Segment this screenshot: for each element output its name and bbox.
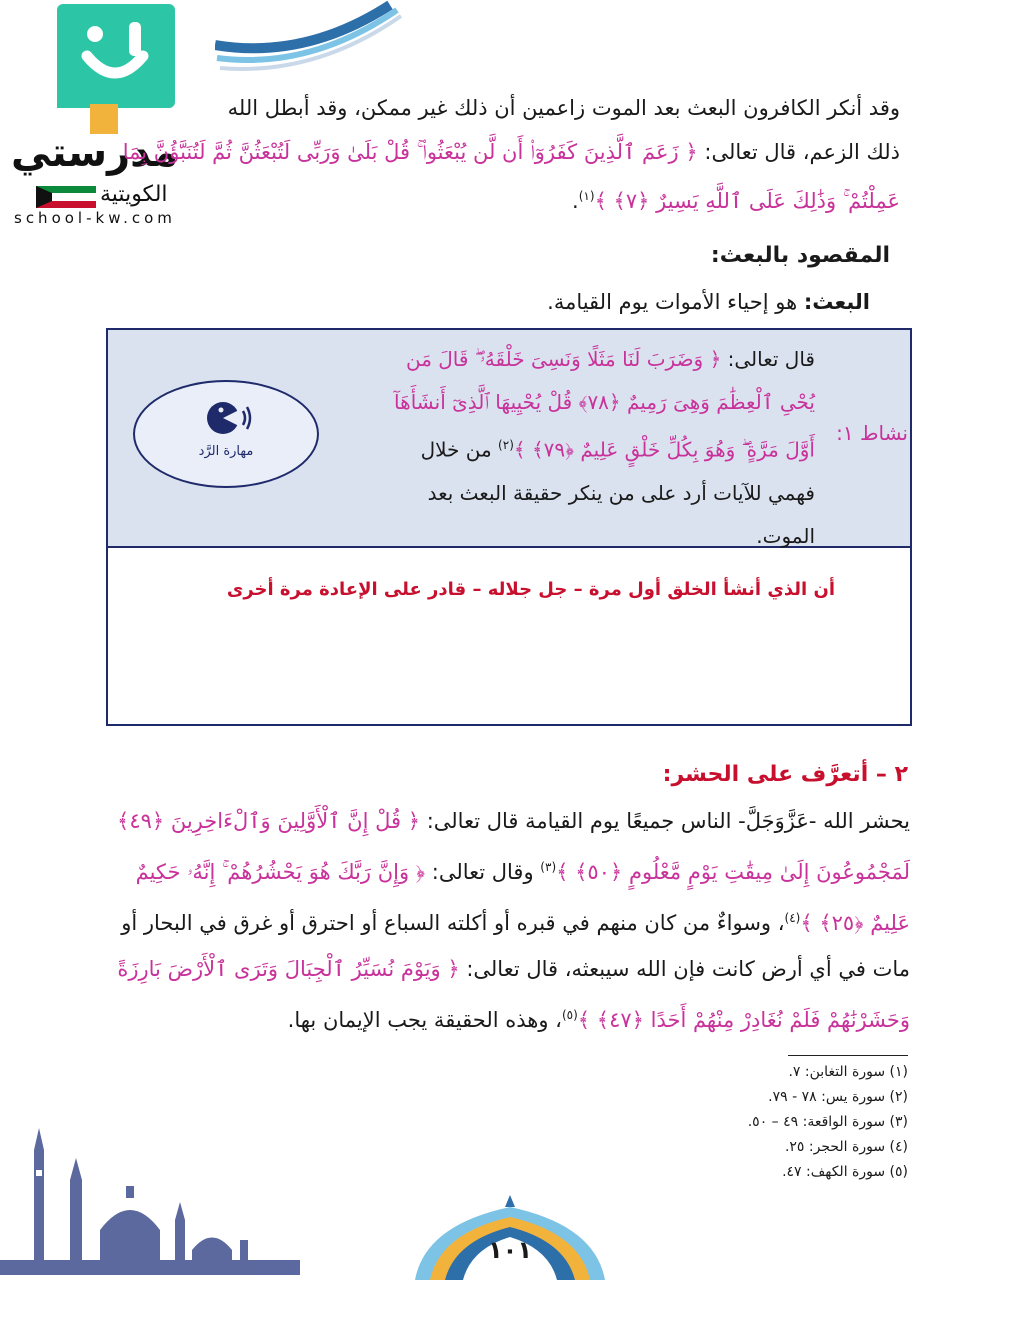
section-2-mid-1: وقال تعالى: <box>425 860 541 884</box>
intro-end: . <box>572 189 579 213</box>
quran-verse-hijr: ﴿ وَإِنَّ رَبَّكَ هُوَ يَحْشُرُهُمْ ۚ إِنَّهُۥ حَكِيمٌ عَلِيمٌ ﴿٢٥﴾ ﴾ <box>135 860 910 935</box>
skill-badge <box>133 380 319 488</box>
footnote-rule <box>788 1055 908 1056</box>
definition-term: البعث: <box>803 290 870 314</box>
intro-line-2 <box>100 130 900 223</box>
activity-label: نشاط ١: <box>836 421 908 445</box>
intro-paragraph <box>100 86 900 223</box>
header-swoosh-decoration <box>215 0 405 75</box>
quran-verse-waqiah: ﴿ قُلْ إِنَّ ٱلْأَوَّلِينَ وَٱلْءَاخِرِينَ ﴿٤٩﴾ لَمَجْمُوعُونَ إِلَىٰ مِيقَٰتِ يَوْمٍ مَّعْلُومٍ ﴿٥٠﴾ ﴾ <box>117 809 910 884</box>
activity-question <box>375 338 815 558</box>
activity-answer: أن الذي أنشأ الخلق أول مرة – جل جلاله – قادر على الإعادة مرة أخرى <box>226 579 835 600</box>
section-2-mid-2: ، وسواءٌ من كان منهم في قبره أو أكلته السباع أو احترق أو غرق في البحار أو مات في أي أرض كانت فإن الله سيبعثه، قال تعالى: <box>121 911 910 981</box>
quran-verse-yasin: ﴿ وَضَرَبَ لَنَا مَثَلًا وَنَسِىَ خَلْقَهُۥ ۖ قَالَ مَن يُحْىِ ٱلْعِظَٰمَ وَهِىَ رَمِيمٌ ﴿٧٨﴾ قُلْ يُحْيِيهَا ٱلَّذِىٓ أَنشَأَهَآ أَوَّلَ مَرَّةٍ ۖ وَهُوَ بِكُلِّ خَلْقٍ عَلِيمٌ ﴿٧٩﴾ ﴾ <box>394 347 815 462</box>
footnote-ref-2: (٢) <box>498 438 514 452</box>
activity-question-text: من خلال فهمي للآيات أرد على من ينكر حقيقة البعث بعد الموت. <box>420 437 815 548</box>
intro-prefix: ذلك الزعم، قال تعالى: <box>697 140 900 164</box>
section-2-paragraph <box>110 798 910 1043</box>
logo-url: school-kw.com <box>14 209 176 227</box>
definition-text: هو إحياء الأموات يوم القيامة. <box>547 290 798 314</box>
activity-intro: قال تعالى: <box>721 347 815 371</box>
definition-line <box>270 284 870 320</box>
section-2-heading: ٢ – أتعرَّف على الحشر: <box>662 762 908 787</box>
footnotes <box>608 1060 908 1185</box>
logo-title: مدرستي <box>10 130 178 176</box>
footnote-3: (٣) سورة الواقعة: ٤٩ – ٥٠. <box>747 1114 908 1130</box>
intro-line-1: وقد أنكر الكافرون البعث بعد الموت زاعمين أن ذلك غير ممكن، وقد أبطل الله <box>227 96 900 120</box>
section-2-end: ، وهذه الحقيقة يجب الإيمان بها. <box>287 1008 562 1032</box>
footnote-ref-5: (٥) <box>561 1008 578 1022</box>
footnote-ref-1: (١) <box>578 189 595 203</box>
footnote-5: (٥) سورة الكهف: ٤٧. <box>782 1164 908 1180</box>
footnote-1: (١) سورة التغابن: ٧. <box>788 1064 908 1080</box>
quran-verse-kahf: ﴿ وَيَوْمَ نُسَيِّرُ ٱلْجِبَالَ وَتَرَى ٱلْأَرْضَ بَارِزَةً وَحَشَرْنَٰهُمْ فَلَمْ نُغَادِرْ مِنْهُمْ أَحَدًا ﴿٤٧﴾ ﴾ <box>117 957 910 1032</box>
footnote-ref-3: (٣) <box>540 860 557 874</box>
speaking-head-icon <box>205 396 253 440</box>
page-number: ١٠١ <box>488 1236 532 1264</box>
skill-label: مهارة الرَّد <box>198 444 254 459</box>
footnote-ref-4: (٤) <box>784 911 801 925</box>
kuwait-flag-icon <box>36 186 96 208</box>
footnote-4: (٤) سورة الحجر: ٢٥. <box>784 1139 908 1155</box>
section-2-start: يحشر الله -عَزَّوَجَلَّ- الناس جميعًا يوم القيامة قال تعالى: <box>420 809 910 833</box>
logo-subtitle: الكويتية <box>100 182 168 207</box>
definition-heading: المقصود بالبعث: <box>710 243 890 268</box>
mosque-silhouette-decoration <box>0 1110 300 1275</box>
footnote-2: (٢) سورة يس: ٧٨ - ٧٩. <box>768 1089 908 1105</box>
quran-verse-taghabun: ﴿ زَعَمَ ٱلَّذِينَ كَفَرُوٓا۟ أَن لَّن يُبْعَثُوا۟ ۚ قُلْ بَلَىٰ وَرَبِّى لَتُبْعَثُنَّ ثُمَّ لَتُنَبَّؤُنَّ بِمَا عَمِلْتُمْ ۚ وَذَٰلِكَ عَلَى ٱللَّهِ يَسِيرٌ ﴿٧﴾ ﴾ <box>122 140 900 213</box>
